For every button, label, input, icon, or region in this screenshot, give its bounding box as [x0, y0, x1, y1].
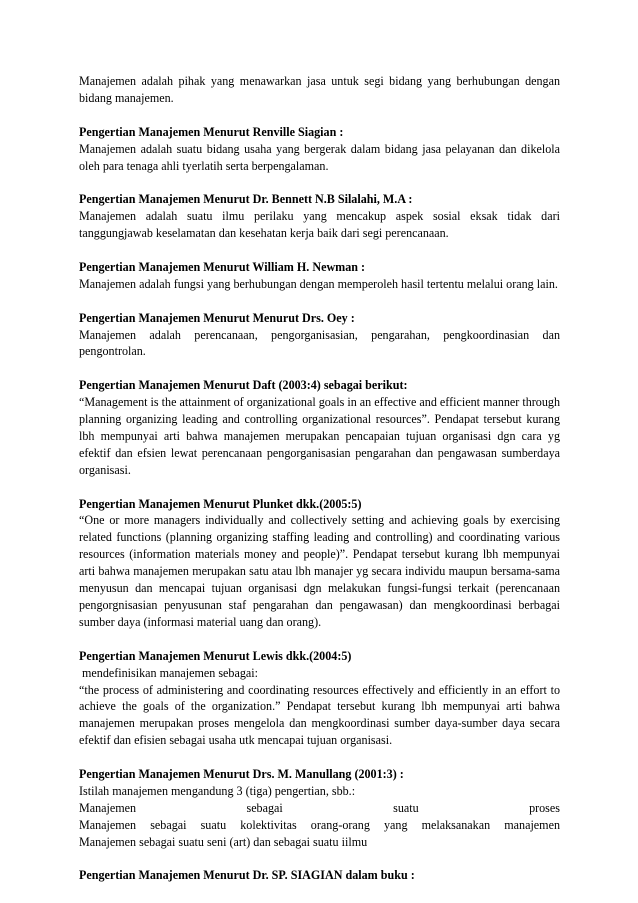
section-line: Manajemen sebagai suatu kolektivitas orang-orang yang melaksanakan manajemen [79, 817, 560, 832]
section-william-newman [79, 259, 560, 293]
section-lewis [79, 648, 560, 749]
section-manullang [79, 766, 560, 851]
section-paragraph: Manajemen adalah suatu ilmu perilaku yang mencakup aspek sosial eksak tidak dari tanggungjawab keselamatan dan kesehatan kerja baik dari segi perencanaan. [79, 209, 560, 241]
line-word: sebagai [246, 800, 283, 815]
section-line: Manajemen sebagai suatu seni (art) dan sebagai suatu iilmu [79, 834, 368, 849]
section-paragraph: “the process of administering and coordinating resources effectively and efficiently in an effort to achieve the goals of the organization.” Pendapat tersebut kurang lbh mempunyai arti bahwa manajemen merupakan proses mengelola dan mengkoordinasi sumber daya-sumber daya secara efektif dan efisien sebagai usaha utk mencapai tujuan organisasi. [79, 682, 560, 748]
section-paragraph: Manajemen adalah fungsi yang berhubungan dengan memperoleh hasil tertentu melalui orang lain. [79, 276, 558, 291]
section-plunket [79, 496, 560, 631]
section-daft [79, 377, 560, 478]
section-intro-line: mendefinisikan manajemen sebagai: [82, 665, 258, 680]
justified-line [79, 800, 560, 817]
section-intro-line: Istilah manajemen mengandung 3 (tiga) pengertian, sbb.: [79, 783, 356, 798]
line-word: proses [529, 800, 560, 815]
section-paragraph: “One or more managers individually and collectively setting and achieving goals by exercising related functions (planning organizing staffing leading and controlling) and coordinating various resources (information materials money and people)”. Pendapat tersebut kurang lbh mempunyai arti bahwa manajemen merupakan satu atau lbh manajer yg secara individu maupun bersama-sama menyusun dan mencapai tujuan organisasi dgn melakukan fungsi-fungsi terkait (perencanaan pengorgnisasian penyusunan staf pengarahan dan pengawasan) dan mengkoordinasi berbagai sumber daya (informasi material uang dan orang). [79, 513, 560, 629]
section-paragraph: Manajemen adalah perencanaan, pengorganisasian, pengarahan, pengkoordinasian dan pengontrolan. [79, 327, 560, 359]
section-bennett-silalahi [79, 191, 560, 242]
line-word: Manajemen [79, 800, 137, 815]
section-heading: Pengertian Manajemen Menurut Plunket dkk.(2005:5) [79, 496, 362, 511]
line-word: suatu [393, 800, 419, 815]
section-drs-oey [79, 310, 560, 361]
section-heading: Pengertian Manajemen Menurut Dr. Bennett N.B Silalahi, M.A : [79, 192, 413, 207]
section-heading: Pengertian Manajemen Menurut Renville Siagian : [79, 124, 344, 139]
section-sp-siagian [79, 867, 560, 884]
section-paragraph: Manajemen adalah suatu bidang usaha yang bergerak dalam bidang jasa pelayanan dan dikelola oleh para tenaga ahli tyerlatih serta berpengalaman. [79, 141, 560, 173]
section-heading: Pengertian Manajemen Menurut Daft (2003:4) sebagai berikut: [79, 378, 408, 393]
intro-paragraph: Manajemen adalah pihak yang menawarkan jasa untuk segi bidang yang berhubungan dengan bidang manajemen. [79, 74, 560, 105]
section-heading: Pengertian Manajemen Menurut Lewis dkk.(2004:5) [79, 648, 352, 663]
section-renville-siagian [79, 124, 560, 175]
section-heading: Pengertian Manajemen Menurut Menurut Drs. Oey : [79, 310, 355, 325]
section-heading: Pengertian Manajemen Menurut Drs. M. Manullang (2001:3) : [79, 767, 404, 782]
section-heading: Pengertian Manajemen Menurut William H. Newman : [79, 259, 366, 274]
section-paragraph: “Management is the attainment of organizational goals in an effective and efficient manner through planning organizing leading and controlling organizational resources”. Pendapat tersebut kurang lbh mempunyai arti bahwa manajemen merupakan pencapaian tujuan organisasi dgn cara yg efektif dan efsien lewat perencanaan pengorganisasian pengarahan dan pengawasan sumberdaya organisasi. [79, 395, 560, 477]
section-heading: Pengertian Manajemen Menurut Dr. SP. SIAGIAN dalam buku : [79, 868, 415, 883]
intro-section [79, 73, 560, 107]
